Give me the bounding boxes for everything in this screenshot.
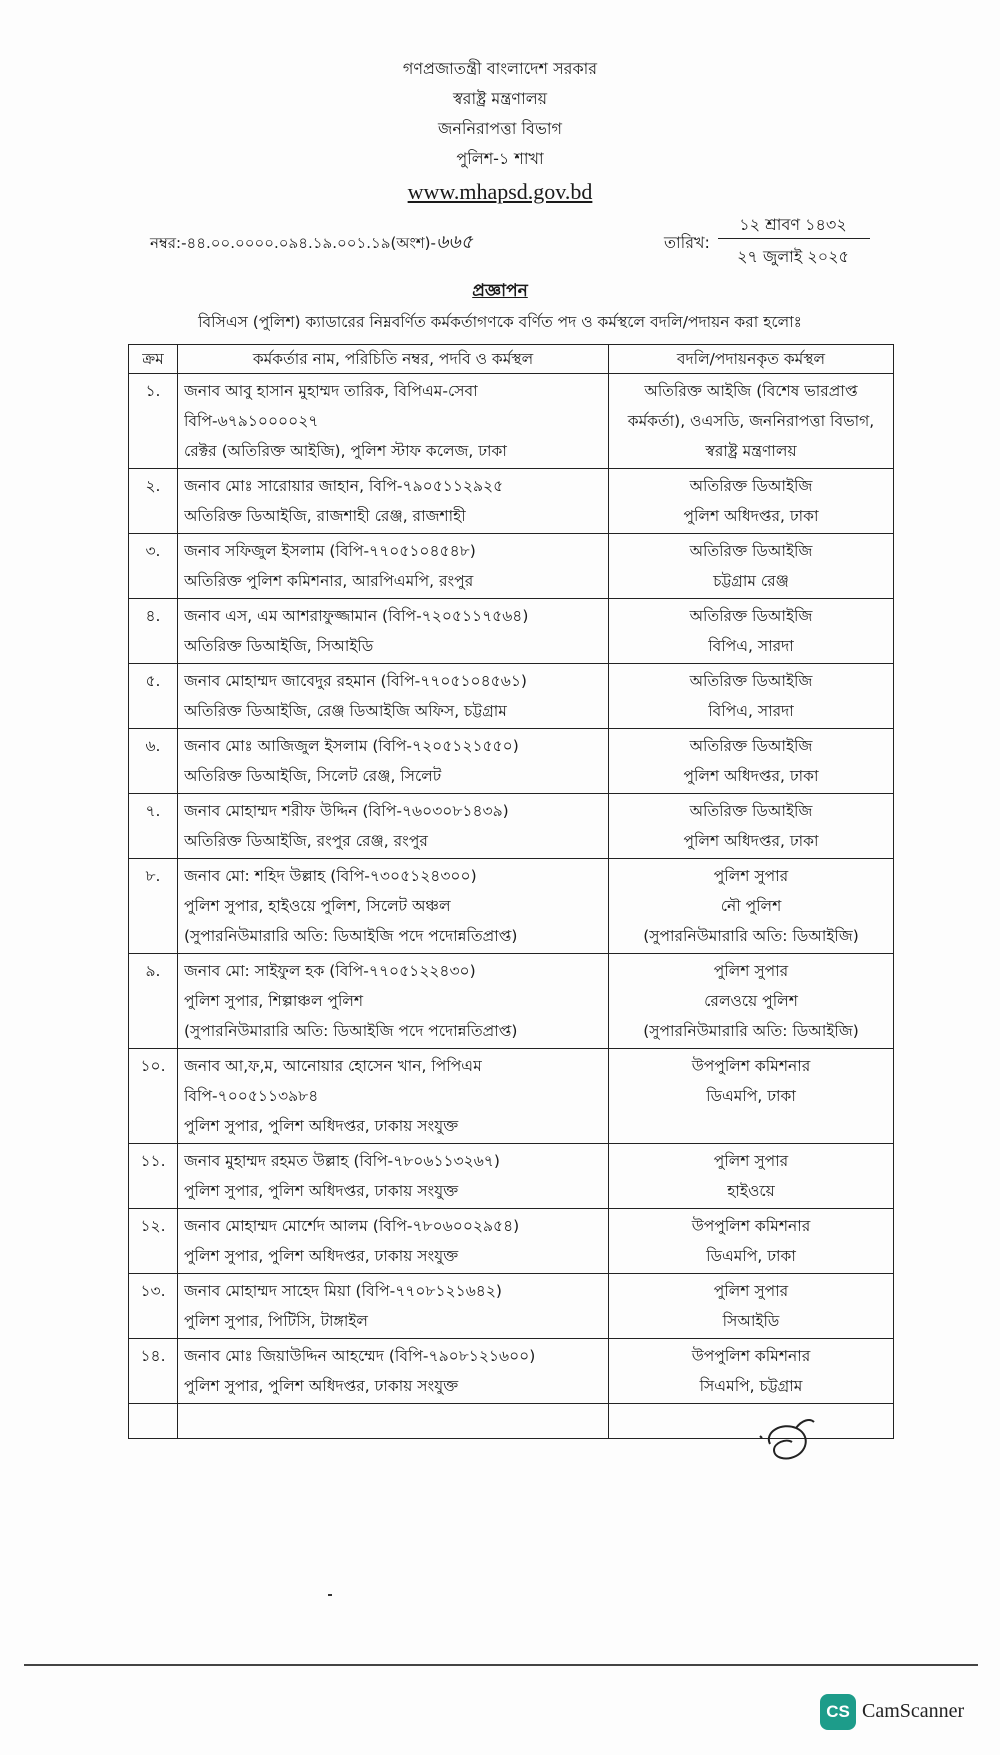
table-row [129, 859, 894, 954]
new-posting-line: রেলওয়ে পুলিশ [704, 992, 798, 1010]
officer-details-cell [178, 729, 609, 794]
row-serial: ১৪. [129, 1339, 178, 1404]
column-header-serial: ক্রম [129, 345, 178, 374]
officer-detail-line: অতিরিক্ত পুলিশ কমিশনার, আরপিএমপি, রংপুর [184, 572, 474, 590]
new-posting-line: অতিরিক্ত আইজি (বিশেষ ভারপ্রাপ্ত [644, 382, 858, 400]
row-serial: ৪. [129, 599, 178, 664]
header-website: www.mhapsd.gov.bd [407, 179, 593, 204]
new-posting-cell [609, 1209, 894, 1274]
new-posting-line: পুলিশ অধিদপ্তর, ঢাকা [683, 767, 819, 785]
column-header-posting: বদলি/পদায়নকৃত কর্মস্থল [609, 345, 894, 374]
row-serial: ১২. [129, 1209, 178, 1274]
new-posting-line: অতিরিক্ত ডিআইজি [689, 542, 813, 560]
officer-detail-line: জনাব মো: সাইফুল হক (বিপি-৭৭০৫১২২৪৩০) [184, 962, 476, 980]
column-header-officer: কর্মকর্তার নাম, পরিচিতি নম্বর, পদবি ও কর্মস্থল [178, 345, 609, 374]
officer-detail-line: জনাব মুহাম্মদ রহমত উল্লাহ (বিপি-৭৮০৬১১৩২৬৭) [184, 1152, 500, 1170]
table-row [129, 729, 894, 794]
new-posting-cell [609, 599, 894, 664]
officer-detail-line: অতিরিক্ত ডিআইজি, সিলেট রেঞ্জ, সিলেট [184, 767, 442, 785]
camscanner-logo-icon: CS [820, 1694, 856, 1730]
officer-detail-line: জনাব মোহাম্মদ সাহেদ মিয়া (বিপি-৭৭০৮১২১৬৪২) [184, 1282, 502, 1300]
new-posting-line: উপপুলিশ কমিশনার [691, 1347, 811, 1365]
officer-details-cell [178, 534, 609, 599]
officer-details-cell [178, 794, 609, 859]
officer-details-cell [178, 859, 609, 954]
officer-detail-line: পুলিশ সুপার, শিল্পাঞ্চল পুলিশ [184, 992, 364, 1010]
new-posting-line: উপপুলিশ কমিশনার [691, 1057, 811, 1075]
officer-details-cell [178, 374, 609, 469]
signature-mark [752, 1410, 822, 1470]
empty-cell [129, 1404, 178, 1439]
table-header-row [129, 345, 894, 374]
row-serial: ১১. [129, 1144, 178, 1209]
officer-details-cell [178, 954, 609, 1049]
table-row [129, 1209, 894, 1274]
table-row [129, 1339, 894, 1404]
officer-detail-line: বিপি-৭০০৫১১৩৯৮৪ [184, 1087, 319, 1105]
officer-details-cell [178, 1209, 609, 1274]
header-government: গণপ্রজাতন্ত্রী বাংলাদেশ সরকার [402, 59, 598, 78]
table-row [129, 534, 894, 599]
new-posting-line: অতিরিক্ত ডিআইজি [689, 802, 813, 820]
officer-detail-line: পুলিশ সুপার, পুলিশ অধিদপ্তর, ঢাকায় সংযুক্ত [184, 1182, 459, 1200]
new-posting-cell [609, 1274, 894, 1339]
new-posting-line: পুলিশ অধিদপ্তর, ঢাকা [683, 507, 819, 525]
new-posting-cell [609, 664, 894, 729]
officer-detail-line: জনাব মোহাম্মদ মোর্শেদ আলম (বিপি-৭৮০৬০০২৯৫৪) [184, 1217, 520, 1235]
notice-intro: বিসিএস (পুলিশ) ক্যাডারের নিম্নবর্ণিত কর্মকর্তাগণকে বর্ণিত পদ ও কর্মস্থলে বদলি/পদায়ন করা হলোঃ [198, 313, 802, 331]
new-posting-line: (সুপারনিউমারারি অতি: ডিআইজি) [643, 1022, 859, 1040]
notice-title: প্রজ্ঞাপন [472, 281, 528, 301]
row-serial: ৬. [129, 729, 178, 794]
new-posting-cell [609, 534, 894, 599]
new-posting-line: বিপিএ, সারদা [708, 637, 794, 655]
new-posting-line: পুলিশ সুপার [713, 1282, 789, 1300]
transfer-table [128, 344, 894, 1439]
new-posting-cell [609, 374, 894, 469]
new-posting-line: বিপিএ, সারদা [708, 702, 794, 720]
officer-detail-line: পুলিশ সুপার, পুলিশ অধিদপ্তর, ঢাকায় সংযুক্ত [184, 1247, 459, 1265]
camscanner-brand: CamScanner [862, 1700, 965, 1722]
table-row [129, 469, 894, 534]
officer-detail-line: (সুপারনিউমারারি অতি: ডিআইজি পদে পদোন্নতিপ্রাপ্ত) [184, 1022, 518, 1040]
date-bangla: ১২ শ্রাবণ ১৪৩২ [739, 215, 847, 234]
new-posting-cell [609, 954, 894, 1049]
officer-detail-line: জনাব মোঃ জিয়াউদ্দিন আহম্মেদ (বিপি-৭৯০৮১২১৬০০) [184, 1347, 536, 1365]
table-row [129, 664, 894, 729]
row-serial: ৮. [129, 859, 178, 954]
table-row [129, 374, 894, 469]
officer-detail-line: অতিরিক্ত ডিআইজি, রংপুর রেঞ্জ, রংপুর [184, 832, 428, 850]
date-label: তারিখ: [664, 233, 710, 252]
scan-speck [328, 1594, 332, 1596]
row-serial: ১. [129, 374, 178, 469]
new-posting-line: অতিরিক্ত ডিআইজি [689, 737, 813, 755]
new-posting-line: (সুপারনিউমারারি অতি: ডিআইজি) [643, 927, 859, 945]
officer-detail-line: অতিরিক্ত ডিআইজি, সিআইডি [184, 637, 374, 655]
new-posting-line: চট্টগ্রাম রেঞ্জ [713, 572, 789, 590]
new-posting-line: নৌ পুলিশ [720, 897, 782, 915]
officer-details-cell [178, 1274, 609, 1339]
new-posting-line: অতিরিক্ত ডিআইজি [689, 607, 813, 625]
officer-detail-line: জনাব আবু হাসান মুহাম্মদ তারিক, বিপিএম-সেবা [184, 382, 478, 400]
empty-cell [609, 1404, 894, 1439]
table-row [129, 954, 894, 1049]
officer-detail-line: জনাব মোহাম্মদ শরীফ উদ্দিন (বিপি-৭৬০৩০৮১৪৩৯) [184, 802, 509, 820]
officer-detail-line: জনাব এস, এম আশরাফুজ্জামান (বিপি-৭২০৫১১৭৫৬৪) [184, 607, 529, 625]
officer-details-cell [178, 469, 609, 534]
new-posting-line: পুলিশ সুপার [713, 1152, 789, 1170]
table-row [129, 1274, 894, 1339]
new-posting-line: ডিএমপি, ঢাকা [706, 1247, 796, 1265]
date-gregorian: ২৭ জুলাই ২০২৫ [737, 247, 849, 266]
new-posting-line: পুলিশ অধিদপ্তর, ঢাকা [683, 832, 819, 850]
new-posting-cell [609, 1144, 894, 1209]
row-serial: ৭. [129, 794, 178, 859]
officer-detail-line: জনাব মোঃ আজিজুল ইসলাম (বিপি-৭২০৫১২১৫৫০) [184, 737, 519, 755]
new-posting-line: স্বরাষ্ট্র মন্ত্রণালয় [705, 442, 797, 460]
empty-cell [178, 1404, 609, 1439]
new-posting-cell [609, 729, 894, 794]
officer-details-cell [178, 1144, 609, 1209]
memo-number-handwritten: ৬৬৫ [435, 231, 473, 253]
officer-details-cell [178, 664, 609, 729]
row-serial: ১০. [129, 1049, 178, 1144]
officer-detail-line: (সুপারনিউমারারি অতি: ডিআইজি পদে পদোন্নতিপ্রাপ্ত) [184, 927, 518, 945]
new-posting-cell [609, 1339, 894, 1404]
officer-detail-line: অতিরিক্ত ডিআইজি, রেঞ্জ ডিআইজি অফিস, চট্টগ্রাম [184, 702, 507, 720]
header-branch: পুলিশ-১ শাখা [456, 149, 544, 168]
new-posting-line: পুলিশ সুপার [713, 962, 789, 980]
new-posting-line: অতিরিক্ত ডিআইজি [689, 477, 813, 495]
footer-rule [24, 1664, 978, 1666]
table-row [129, 599, 894, 664]
row-serial: ৩. [129, 534, 178, 599]
new-posting-cell [609, 1049, 894, 1144]
officer-detail-line: জনাব মো: শহিদ উল্লাহ (বিপি-৭৩০৫১২৪৩০০) [184, 867, 477, 885]
table-row [129, 1049, 894, 1144]
row-serial: ২. [129, 469, 178, 534]
memo-number-printed: নম্বর:-৪৪.০০.০০০০.০৯৪.১৯.০০১.১৯(অংশ)- [150, 234, 436, 252]
header-ministry: স্বরাষ্ট্র মন্ত্রণালয় [452, 89, 548, 108]
row-serial: ৫. [129, 664, 178, 729]
row-serial: ৯. [129, 954, 178, 1049]
officer-detail-line: জনাব সফিজুল ইসলাম (বিপি-৭৭০৫১০৪৫৪৮) [184, 542, 476, 560]
new-posting-line: ডিএমপি, ঢাকা [706, 1087, 796, 1105]
new-posting-line: অতিরিক্ত ডিআইজি [689, 672, 813, 690]
table-row [129, 794, 894, 859]
new-posting-line: পুলিশ সুপার [713, 867, 789, 885]
officer-detail-line: পুলিশ সুপার, পুলিশ অধিদপ্তর, ঢাকায় সংযুক্ত [184, 1377, 459, 1395]
memo-number [150, 228, 473, 260]
new-posting-line: হাইওয়ে [727, 1182, 775, 1200]
officer-detail-line: পুলিশ সুপার, পিটিসি, টাঙ্গাইল [184, 1312, 368, 1330]
new-posting-line: সিএমপি, চট্টগ্রাম [699, 1377, 803, 1395]
new-posting-cell [609, 469, 894, 534]
table-body [129, 374, 894, 1439]
officer-detail-line: পুলিশ সুপার, হাইওয়ে পুলিশ, সিলেট অঞ্চল [184, 897, 451, 915]
officer-detail-line: জনাব মোহাম্মদ জাবেদুর রহমান (বিপি-৭৭০৫১০৪৫৬১) [184, 672, 527, 690]
officer-detail-line: রেক্টর (অতিরিক্ত আইজি), পুলিশ স্টাফ কলেজ, ঢাকা [184, 442, 507, 460]
new-posting-cell [609, 859, 894, 954]
date-divider [718, 238, 870, 239]
new-posting-line: সিআইডি [722, 1312, 780, 1330]
table-row [129, 1144, 894, 1209]
new-posting-cell [609, 794, 894, 859]
officer-detail-line: অতিরিক্ত ডিআইজি, রাজশাহী রেঞ্জ, রাজশাহী [184, 507, 466, 525]
officer-detail-line: বিপি-৬৭৯১০০০০২৭ [184, 412, 319, 430]
row-serial: ১৩. [129, 1274, 178, 1339]
new-posting-line: কর্মকর্তা), ওএসডি, জননিরাপত্তা বিভাগ, [627, 412, 875, 430]
officer-details-cell [178, 599, 609, 664]
new-posting-line: উপপুলিশ কমিশনার [691, 1217, 811, 1235]
officer-details-cell [178, 1049, 609, 1144]
officer-detail-line: জনাব মোঃ সারোয়ার জাহান, বিপি-৭৯০৫১১২৯২৫ [184, 477, 504, 495]
officer-details-cell [178, 1339, 609, 1404]
header-division: জননিরাপত্তা বিভাগ [438, 119, 562, 138]
officer-detail-line: পুলিশ সুপার, পুলিশ অধিদপ্তর, ঢাকায় সংযুক্ত [184, 1117, 459, 1135]
officer-detail-line: জনাব আ,ফ,ম, আনোয়ার হোসেন খান, পিপিএম [184, 1057, 482, 1075]
